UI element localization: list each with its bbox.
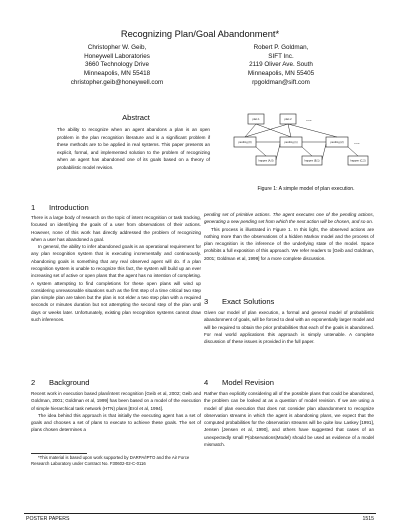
exact-solutions-body <box>204 309 374 345</box>
figure-caption: Figure 1: A simple model of plan execution. <box>257 186 355 192</box>
paragraph: The idea behind this approach is that initially the executing agent has a set of goals and chooses a set of plans to execute to achieve these goals. The set of plans chosen determines a <box>31 412 201 433</box>
section-title: Model Revision <box>222 378 274 387</box>
happen-label: happen (C,2) <box>350 159 366 163</box>
author-block-1 <box>52 44 182 88</box>
section-heading-exact-solutions <box>204 297 374 306</box>
section-heading-background <box>31 378 201 387</box>
abstract-paragraph: The ability to recognize when an agent abandons a plan is an open problem in the plan recognition literature and is a significant problem if these methods are to be applied in real systems. This paper presents an explicit, formal, and implemented solution to the problem of recognizing when an agent has abandoned one of its goals based on a theory of probabilistic model revision. <box>57 127 210 170</box>
happen-label: happen (B,1) <box>304 159 320 163</box>
plan-label: plan 1 <box>252 118 260 121</box>
section-title: Exact Solutions <box>222 297 275 306</box>
model-revision-body <box>204 390 374 448</box>
footnote: *This material is based upon work supported by DARPA/IPTO and the Air Force Research Laboratory under Contract No. F30602-02-C-0116 <box>31 455 190 467</box>
author-street: 3660 Technology Drive <box>85 61 149 69</box>
section-number: 1 <box>31 203 36 212</box>
paragraph: Recent work in execution based plan/intent recognition [Geib et al, 2002; Geib and Goldman, 2001; Goldman et al, 1999] has been based on a model of the execution of simple hierarchical task network (HTN) plans [Erol et al, 1994]. <box>31 391 201 411</box>
section-number: 2 <box>31 378 36 387</box>
paper-title: Recognizing Plan/Goal Abandonment* <box>120 29 280 39</box>
author-email: christopher.geib@honeywell.com <box>70 78 164 86</box>
page-number: 1515 <box>362 516 374 522</box>
happen-label: happen (A,0) <box>258 159 274 163</box>
abstract-heading: Abstract <box>122 113 150 122</box>
plan-execution-figure <box>230 110 380 178</box>
section-number: 4 <box>204 378 209 387</box>
paragraph: Given our model of plan execution, a formal and general model of probabilistic abandonment of goals, will be forced to deal with an exponentially larger model and will be required to obtain the prior probabilities that each of the goals is abandoned. For real world applications this approach is simply untenable. A complete discussion of these issues is provided in the full paper. <box>204 310 374 345</box>
ellipsis-mark: ... <box>306 116 312 123</box>
footer-left: POSTER PAPERS <box>26 516 70 522</box>
author-street: 2119 Oliver Ave. South <box>249 61 313 69</box>
footer-rule <box>24 513 376 514</box>
ellipsis-mark: ... <box>354 139 360 146</box>
right-column-body <box>204 211 374 262</box>
paragraph: In general, the ability to infer abandoned goals is an operational requirement for any plan recognition system that is executing incrementally and continuously. Abandoning goals is something that any real observed agent will do. If a plan recognition system is unable to recognize this fact, the system will build up an ever increasing set of active or open plans that the agent has no intention of completing. A system attempting to find completions for these open plans will wind up considering unreasonable situations such as the first step of a time critical two step plan simple plan are taken but the plan is not elder a two step plan with a required seconds or minutes duration but not attempting the second step of the plan until days or weeks later. Unfortunately, existing plan recognition systems cannot draw such inferences. <box>31 244 201 322</box>
author-email: rpgoldman@sift.com <box>252 78 310 86</box>
pending-label: pending (2) <box>330 141 344 144</box>
section-heading-model-revision <box>204 378 374 387</box>
paragraph: Rather than explicitly considering all of the possible plans that could be abandoned, the problem can be looked at as a question of model revision. If we are using a model of plan execution that does not consider plan abandonment to recognize observation streams in which the agent is abandoning plans, we expect that the computed probabilities for the observation streams will be quite low. Laskey [1991], Jensen [Jensen et al, 1990], and others have suggested that cases of an unexpectedly small P(observations|Model) should be used as evidence of a model mismatch. <box>204 391 374 447</box>
plan-label: plan 2 <box>284 118 292 121</box>
background-body <box>31 390 201 434</box>
pending-label: pending (1) <box>284 141 298 144</box>
author-block-2 <box>222 44 340 88</box>
author-name: Christopher W. Geib, <box>87 44 147 51</box>
paragraph: This process is illustrated in Figure 1. In this light, the observed actions are nothing more than the observations of a hidden Markov model and the process of plan recognition is the inference of the underlying state of the model. Space prohibits a full exposition of this approach. We refer readers to [Geib and Goldman, 2001; Goldman et al, 1999] for a more complete discussion. <box>204 226 374 261</box>
author-city: Minneapolis, MN 55405 <box>247 70 315 78</box>
section-heading-introduction <box>31 203 201 212</box>
author-org: SIFT Inc. <box>268 52 294 60</box>
pending-label: pending (0) <box>238 141 252 144</box>
abstract-text <box>57 126 210 171</box>
author-org: Honeywell Laboratories <box>84 52 150 60</box>
section-title: Background <box>49 378 90 387</box>
author-city: Minneapolis, MN 55418 <box>83 70 151 78</box>
introduction-body <box>31 214 201 323</box>
section-title: Introduction <box>49 203 89 212</box>
section-number: 3 <box>204 297 209 306</box>
author-name: Robert P. Goldman, <box>253 44 309 51</box>
footnote-rule <box>31 453 87 454</box>
paragraph: pending set of primitive actions. The agent executes one of the pending actions, generating a new pending set from which the next action will be chosen, and so on. <box>204 212 374 225</box>
paragraph: There is a large body of research on the topic of intent recognition or task tracking, focused on identifying the goals of a user from observations of their actions. However, none of this work has directly addressed the problem of recognizing when a user has abandoned a goal. <box>31 215 201 242</box>
